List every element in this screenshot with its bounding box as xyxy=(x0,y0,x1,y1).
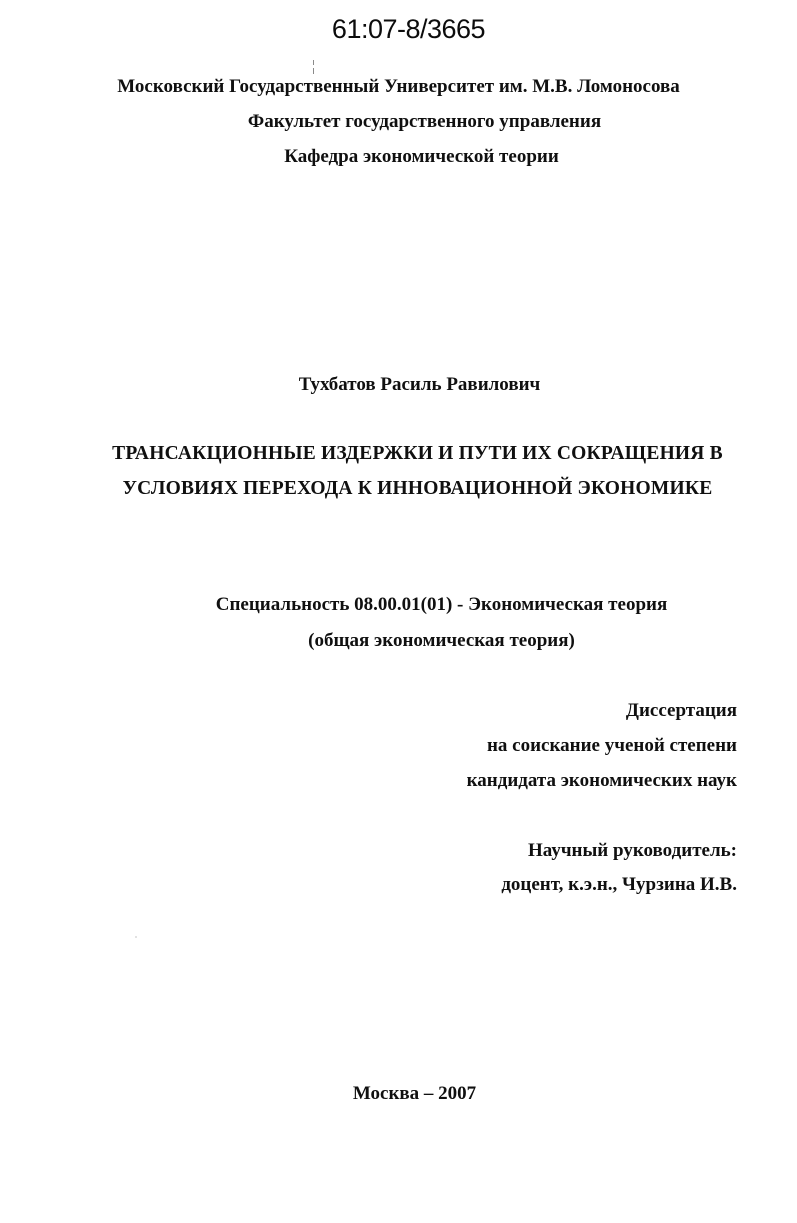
specialty-line-2: (общая экономическая теория) xyxy=(308,630,575,651)
faculty-name: Факультет государственного управления xyxy=(247,111,602,132)
scan-speck xyxy=(135,936,137,938)
place-and-year: Москва – 2007 xyxy=(352,1083,477,1104)
university-name: Московский Государственный Университет им. М.В. Ломоносова xyxy=(117,76,680,97)
department-name: Кафедра экономической теории xyxy=(284,146,559,167)
supervisor-name: доцент, к.э.н., Чурзина И.В. xyxy=(501,874,737,895)
dissertation-title-line-1: ТРАНСАКЦИОННЫЕ ИЗДЕРЖКИ И ПУТИ ИХ СОКРАЩЕНИЯ В xyxy=(112,443,723,464)
degree-label: Диссертация xyxy=(625,700,737,721)
archive-stamp: 61:07-8/3665 xyxy=(331,14,486,44)
scan-mark xyxy=(313,60,314,65)
specialty-line-1: Специальность 08.00.01(01) - Экономическая теория xyxy=(215,594,668,615)
supervisor-label: Научный руководитель: xyxy=(528,840,737,861)
author-name: Тухбатов Расиль Равилович xyxy=(298,374,541,395)
dissertation-title-line-2: УСЛОВИЯХ ПЕРЕХОДА К ИННОВАЦИОННОЙ ЭКОНОМИКЕ xyxy=(122,478,713,499)
degree-line-2: на соискание ученой степени xyxy=(486,735,737,756)
scan-mark xyxy=(313,68,314,74)
degree-line-3: кандидата экономических наук xyxy=(466,770,737,791)
